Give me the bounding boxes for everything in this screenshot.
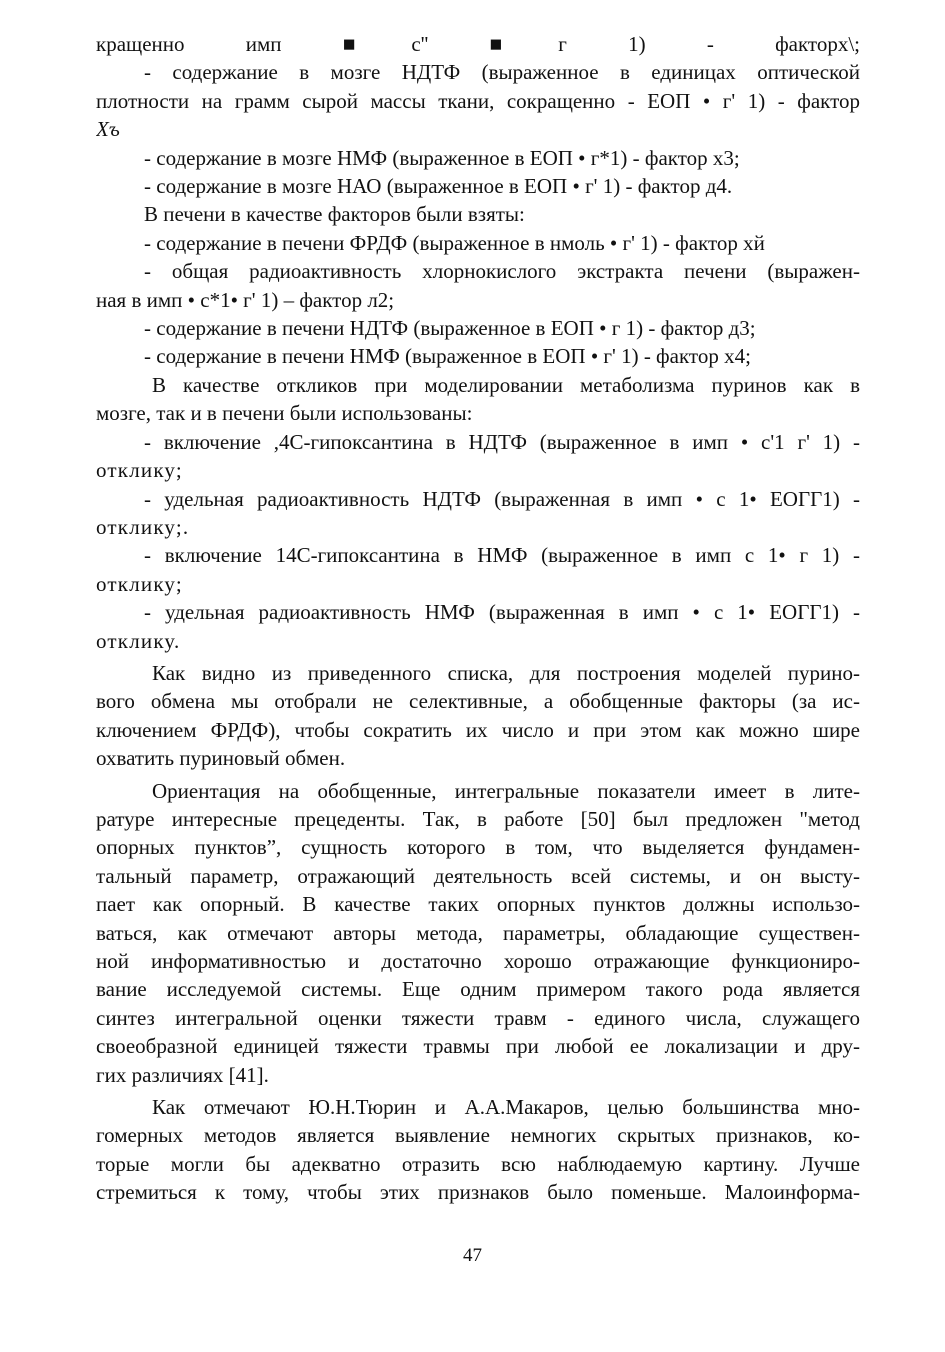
text-line: - удельная радиоактивность НМФ (выраженная в имп • с 1• ЕОГГ1) - <box>144 600 860 625</box>
text-line: опорных пунктов”, сущность которого в том, что выделяется фундамен- <box>96 835 860 860</box>
text-line: мозге, так и в печени были использованы: <box>96 401 473 426</box>
text-line: вого обмена мы отобрали не селективные, а обобщенные факторы (за ис- <box>96 689 860 714</box>
text-line: Хъ <box>96 117 120 142</box>
text-line: ная в имп • с*1• г' 1) – фактор л2; <box>96 287 395 312</box>
body-text <box>96 30 860 1207</box>
text-line: В качестве откликов при моделировании метаболизма пуринов как в <box>152 372 860 397</box>
text-line: охватить пуриновый обмен. <box>96 746 346 771</box>
text-line: - включение 14С-гипоксантина в НМФ (выраженное в имп с 1• г 1) - <box>144 543 860 568</box>
text-line: вание исследуемой системы. Еще одним примером такого рода является <box>96 977 860 1002</box>
text-line: - содержание в мозге НМФ (выраженное в ЕОП • г*1) - фактор х3; <box>144 145 740 170</box>
text-line: плотности на грамм сырой массы ткани, сокращенно - ЕОП • г' 1) - фактор <box>96 88 860 113</box>
text-line: - содержание в печени НМФ (выраженное в ЕОП • г' 1) - фактор х4; <box>144 344 751 369</box>
text-line: тальный параметр, отражающий деятельность всей системы, и он высту- <box>96 863 860 888</box>
text-line: ной информативностью и достаточно хорошо отражающие функциониро- <box>96 949 860 973</box>
text-line: - содержание в мозге НДТФ (выраженное в единицах оптической <box>144 60 860 85</box>
text-line: Ориентация на обобщенные, интегральные показатели имеет в лите- <box>152 778 860 803</box>
text-line: гомерных методов является выявление немногих скрытых признаков, ко- <box>96 1123 860 1148</box>
text-line: - общая радиоактивность хлорнокислого экстракта печени (выражен- <box>144 259 860 284</box>
text-line: - содержание в печени ФРДФ (выраженное в нмоль • г' 1) - фактор хй <box>144 230 765 255</box>
text-line: торые могли бы адекватно отразить всю наблюдаемую картину. Лучше <box>96 1151 860 1176</box>
text-line: - включение ,4С-гипоксантина в НДТФ (выраженное в имп • с'1 г' 1) - <box>144 429 860 454</box>
text-line: отклику; <box>96 458 183 483</box>
text-line: отклику. <box>96 628 181 653</box>
text-line: отклику;. <box>96 514 190 539</box>
text-line: - содержание в печени НДТФ (выраженное в ЕОП • г 1) - фактор д3; <box>144 316 756 341</box>
text-line: кращенно имп ■с'' ■г 1) - факторх\; <box>96 32 860 56</box>
text-line: - удельная радиоактивность НДТФ (выраженная в имп • с 1• ЕОГГ1) - <box>144 486 860 511</box>
text-line: своеобразной единицей тяжести травмы при любой ее локализации и дру- <box>96 1034 860 1059</box>
text-line: Как видно из приведенного списка, для построения моделей пурино- <box>152 660 860 685</box>
text-line: гих различиях [41]. <box>96 1062 269 1087</box>
text-line: В печени в качестве факторов были взяты: <box>144 202 525 227</box>
text-line: ратуре интересные прецеденты. Так, в работе [50] был предложен "метод <box>96 806 860 831</box>
text-line: пает как опорный. В качестве таких опорных пунктов должны использо- <box>96 892 860 917</box>
page-number: 47 <box>463 1245 482 1266</box>
text-line: синтез интегральной оценки тяжести травм - единого числа, служащего <box>96 1005 860 1030</box>
text-line: - содержание в мозге НАО (выраженное в ЕОП • г' 1) - фактор д4. <box>144 174 733 199</box>
text-line: ключением ФРДФ), чтобы сократить их число и при этом как можно шире <box>96 717 860 742</box>
text-line: отклику; <box>96 571 183 596</box>
text-line: Как отмечают Ю.Н.Тюрин и А.А.Макаров, целью большинства мно- <box>152 1095 860 1120</box>
text-line: стремиться к тому, чтобы этих признаков было поменьше. Малоинформа- <box>96 1180 860 1205</box>
text-line: ваться, как отмечают авторы метода, параметры, обладающие существен- <box>96 920 860 945</box>
